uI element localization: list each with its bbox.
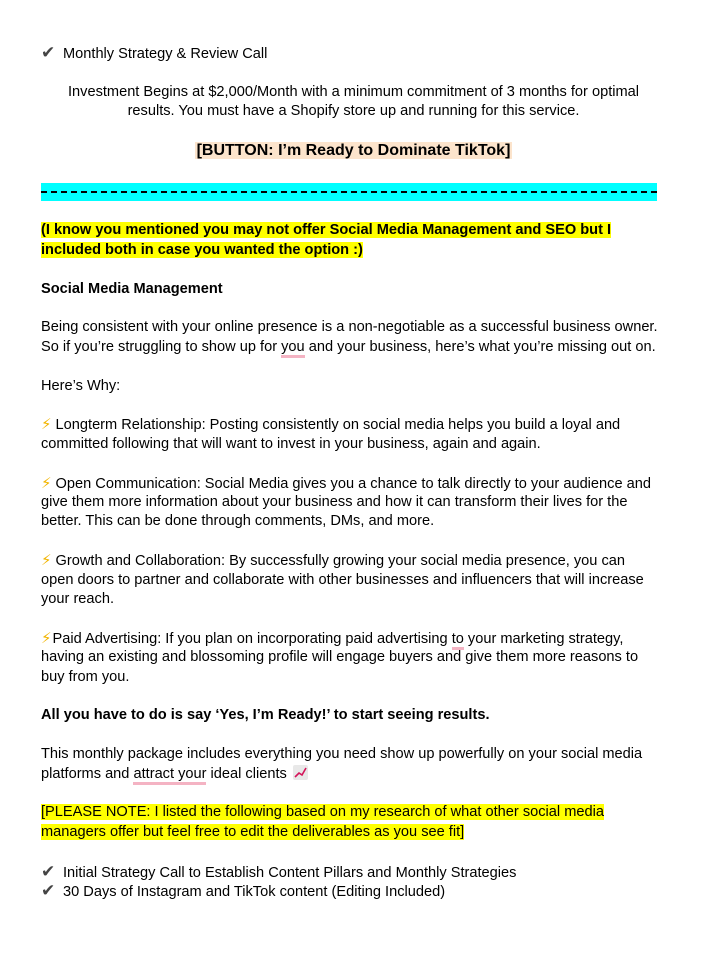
lightning-icon: ⚡ <box>41 552 52 569</box>
spelling-underline: to <box>452 631 464 650</box>
cta-button-placeholder[interactable] <box>41 141 666 161</box>
package-line2: platforms and attract your ideal clients <box>41 765 308 784</box>
check-mark-icon: ✔ <box>41 881 56 900</box>
reason-line: ⚡ Growth and Collaboration: By successfully growing your social media presence, you can <box>41 552 625 569</box>
list-item: ✔ Initial Strategy Call to Establish Content Pillars and Monthly Strategies <box>41 862 517 881</box>
intro-line2: So if you’re struggling to show up for you and your business, here’s what you’re missing out on. <box>41 338 656 357</box>
reason-line: your reach. <box>41 591 115 607</box>
reason-line: ⚡ Longterm Relationship: Posting consistently on social media helps you build a loyal and <box>41 416 621 433</box>
investment-text-line2: results. You must have a Shopify store up and running for this service. <box>127 103 580 119</box>
spelling-underline: you <box>281 339 305 358</box>
dashed-divider <box>41 183 657 201</box>
highlight-note-line1: (I know you mentioned you may not offer Social Media Management and SEO but I <box>41 222 612 238</box>
reason-line: ⚡Paid Advertising: If you plan on incorporating paid advertising to your marketing strategy, <box>41 629 623 649</box>
list-item: ✔ Monthly Strategy & Review Call <box>41 43 268 62</box>
highlight-note-line2: included both in case you wanted the option :) <box>41 242 363 258</box>
cta-button-label: [BUTTON: I’m Ready to Dominate TikTok] <box>196 142 511 159</box>
why-label: Here’s Why: <box>41 378 121 394</box>
investment-text-line1: Investment Begins at $2,000/Month with a minimum commitment of 3 months for optimal <box>67 84 640 100</box>
check-mark-icon: ✔ <box>41 43 56 62</box>
cta-text: All you have to do is say ‘Yes, I’m Ready!’ to start seeing results. <box>41 707 490 723</box>
reason-line: committed following that will want to invest in your business, again and again. <box>41 436 541 452</box>
highlight-note-line2: managers offer but feel free to edit the deliverables as you see fit] <box>41 824 465 840</box>
intro-line1: Being consistent with your online presence is a non-negotiable as a successful business owner. <box>41 319 658 335</box>
check-mark-icon: ✔ <box>41 862 56 881</box>
reason-line: open doors to partner and collaborate with other businesses and influencers that will increase <box>41 572 644 588</box>
spelling-underline: attract your <box>133 766 206 785</box>
highlight-note-line1: [PLEASE NOTE: I listed the following based on my research of what other social media <box>41 804 604 820</box>
chart-increasing-icon <box>293 765 308 780</box>
reason-line: give them more information about your business and how it can transform their lives for the <box>41 494 628 510</box>
section-heading: Social Media Management <box>41 281 223 297</box>
reason-line: having an existing and blossoming profile will engage buyers and give them more reasons to <box>41 649 639 665</box>
lightning-icon: ⚡ <box>41 475 52 492</box>
reason-line: better. This can be done through comments, DMs, and more. <box>41 513 435 529</box>
reason-line: ⚡ Open Communication: Social Media gives you a chance to talk directly to your audience and <box>41 475 651 492</box>
lightning-icon: ⚡ <box>41 416 52 433</box>
package-line1: This monthly package includes everything you need show up powerfully on your social media <box>41 746 643 762</box>
list-item: ✔ 30 Days of Instagram and TikTok content (Editing Included) <box>41 881 446 900</box>
lightning-icon: ⚡ <box>41 630 52 647</box>
reason-line: buy from you. <box>41 669 130 685</box>
